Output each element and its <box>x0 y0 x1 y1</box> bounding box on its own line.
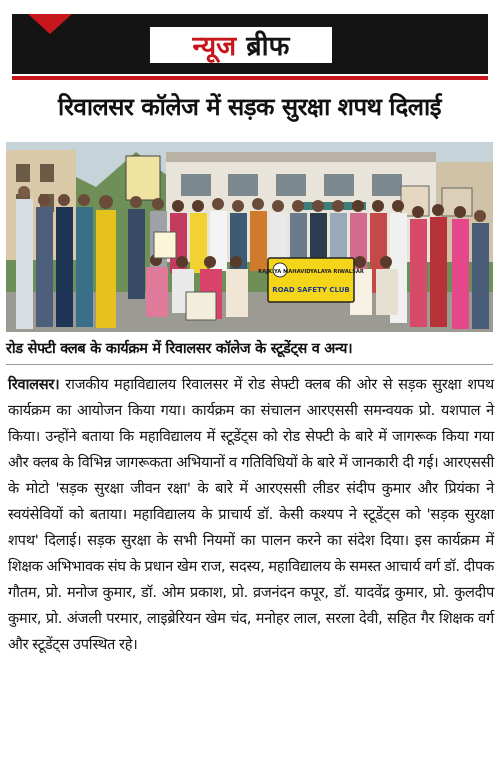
banner-line-1: RAJKIYA MAHAVIDYALAYA RIWALSAR <box>258 269 364 275</box>
article-text: राजकीय महाविद्यालय रिवालसर में रोड सेफ्टी क्लब की ओर से सड़क सुरक्षा शपथ कार्यक्रम का आयोजन किया गया। कार्यक्रम का संचालन आरएससी समन्वयक प्रो. यशपाल ने किया। उन्होंने बताया कि महाविद्यालय में स्टूडेंट्स को रोड सेफ्टी के बारे में जागरूक किया गया और क्लब के विभिन्न जागरूकता अभियानों व गतिविधियों के बारे में जानकारी दी गई। आरएससी के मोटो 'सड़क सुरक्षा जीवन रक्षा' के बारे में आरएससी लीडर संदीप कुमार और प्रियंका ने स्वयंसेवियों को बताया। महाविद्यालय के प्राचार्य डॉ. केसी कश्यप ने स्टूडेंट्स को 'सड़क सुरक्षा शपथ' दिलाई। सड़क सुरक्षा के सभी नियमों का पालन करने का संदेश दिया। इस कार्यक्रम में शिक्षक अभिभावक संघ के प्रधान खेम राज, सदस्य, महाविद्यालय के समस्त आचार्य वर्ग डॉ. दीपक गौतम, प्रो. मनोज कुमार, डॉ. ओम प्रकाश, प्रो. व्रजनंदन कपूर, डॉ. यादवेंद्र कुमार, प्रो. कुलदीप कुमार, प्रो. अंजली परमार, लाइब्रेरियन खेम चंद, मनोहर लाल, सरला देवी, सहित गैर शिक्षक वर्ग और स्टूडेंट्स उपस्थित रहे। <box>8 376 495 653</box>
section-title-word-1: न्यूज <box>192 30 237 62</box>
header-notch <box>28 14 72 34</box>
header-stripe <box>12 76 488 80</box>
photo-caption: रोड सेफ्टी क्लब के कार्यक्रम में रिवालसर कॉलेज के स्टूडेंट्स व अन्य। <box>6 341 353 357</box>
article-body <box>8 372 494 768</box>
news-photo <box>6 142 493 332</box>
article-dateline: रिवालसर। <box>8 376 60 393</box>
banner-line-2: ROAD SAFETY CLUB <box>272 286 350 294</box>
headline: रिवालसर कॉलेज में सड़क सुरक्षा शपथ दिलाई <box>57 93 442 121</box>
section-title <box>150 22 332 66</box>
caption-divider <box>6 364 493 365</box>
section-title-word-2: ब्रीफ <box>246 30 290 62</box>
